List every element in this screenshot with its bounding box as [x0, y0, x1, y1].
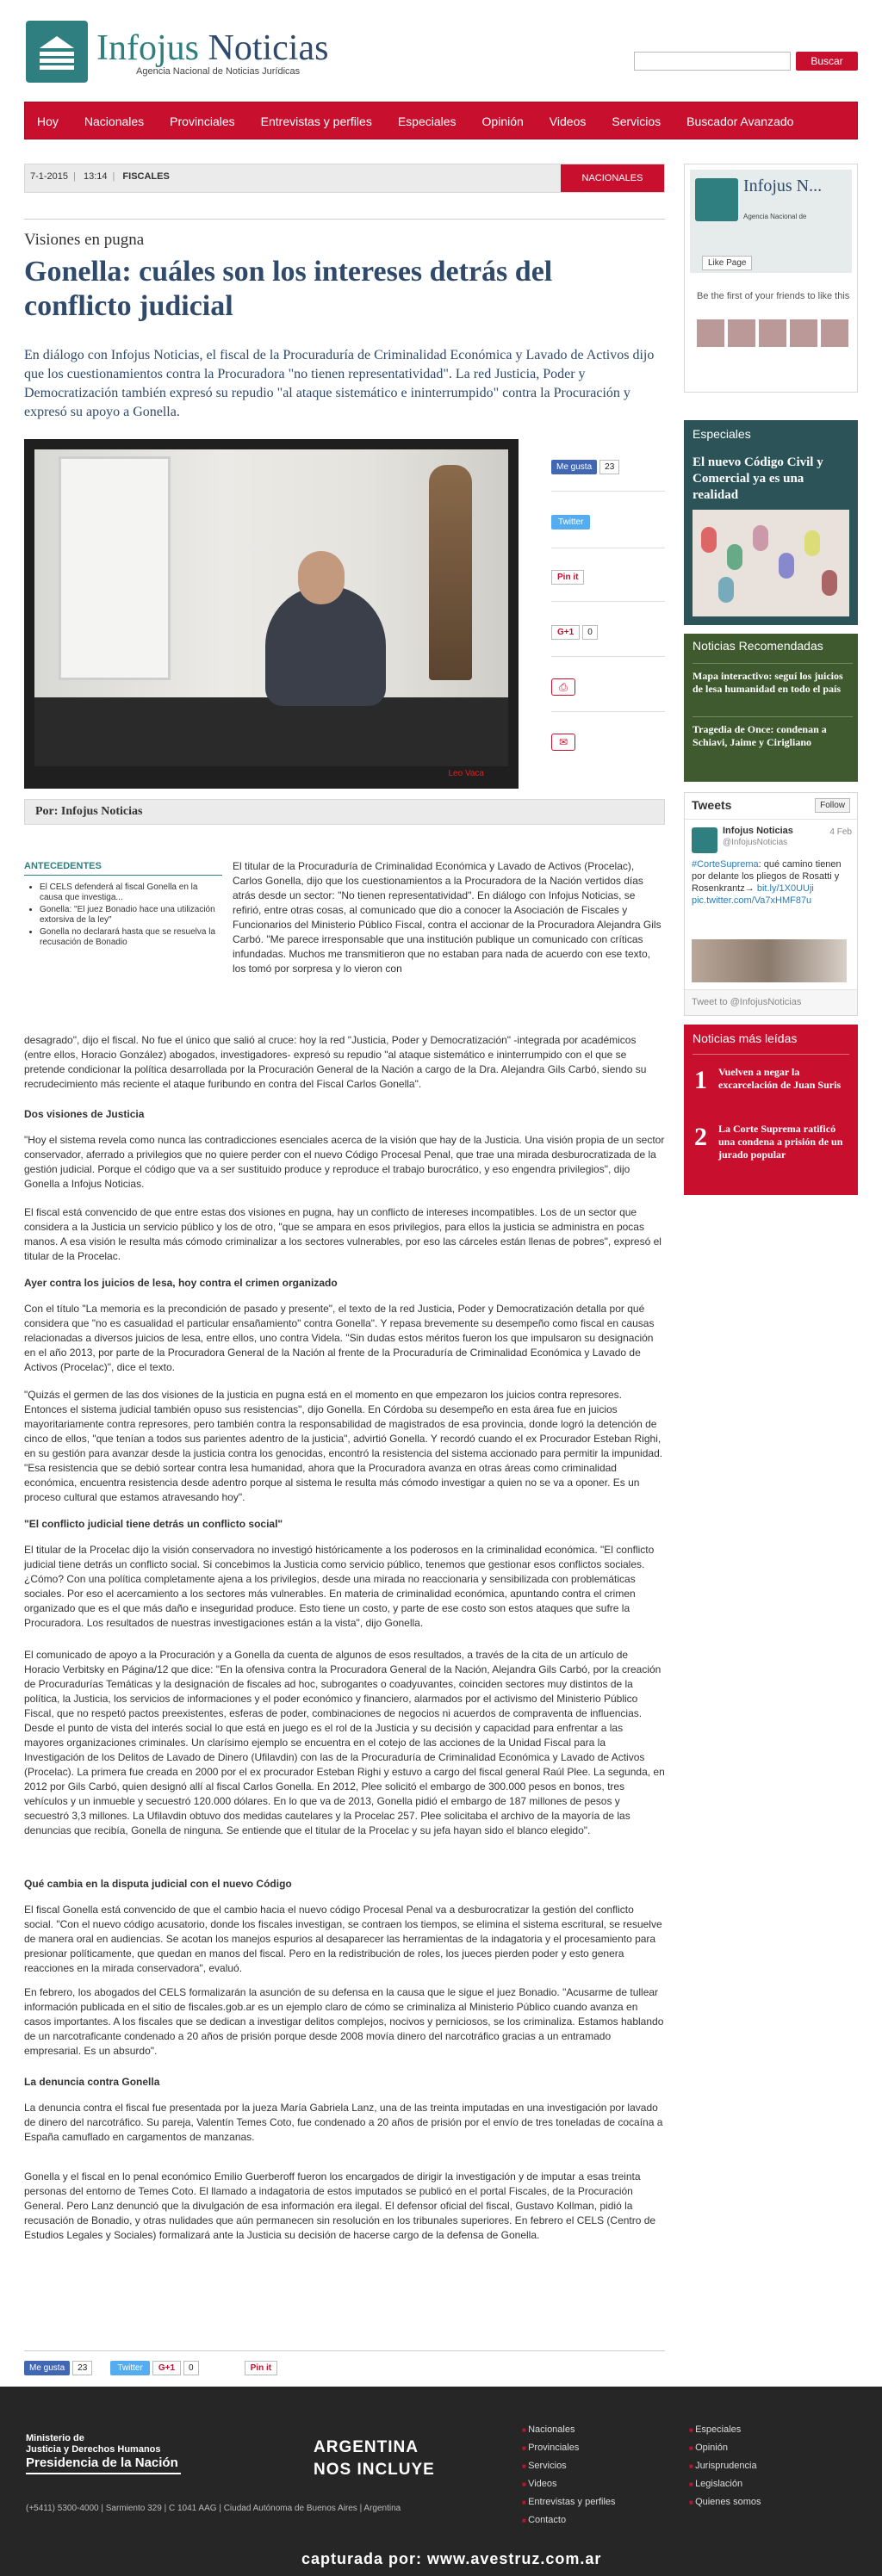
share-print [551, 678, 665, 696]
antecedente-link[interactable]: • Gonella no declarará hasta que se resuelva la recusación de Bonadio [40, 927, 222, 948]
infojus-logo-icon [695, 178, 738, 221]
article-paragraph: "Quizás el germen de las dos visiones de la justicia en pugna está en el momento en que empezaron los juicios contra represores. Entonces el sistema judicial también opuso sus resistencias", dijo Gonella. En Córdoba su desempeño en esta área fue en juicios mayoritariamente contra represores, pero también contra la responsabilidad de magistrados de esa provincia, donde logró la detención de cinco de ellos, "que tenían a todos sus parientes adentro de la justicia", advirtió Gonella. Y recordó cuando el ex Procurador Esteban Righi, en su gestión para avanzar desde la justicia contra los genocidas, encontró la resistencia del sistema accionado para permitir la impunidad. "Esa resistencia que se debió sortear contra lesa humanidad, ahora que la Procuradora avanza en otras áreas como criminalidad económica, encuentra resistencia desde adentro porque al sistema le resulta más cómodo investigar a quien no se va a oponer. Es un proceso cultural que estamos atravesando hoy". [24, 1389, 663, 1503]
divider [551, 656, 665, 657]
facebook-friends-text: Be the first of your friends to like this [697, 291, 850, 301]
email-icon[interactable]: ✉ [551, 734, 575, 751]
footer-link[interactable]: ■ Provinciales [522, 2439, 616, 2457]
facebook-faces [697, 319, 848, 347]
article-title: Gonella: cuáles son los intereses detrás del conflicto judicial [24, 256, 553, 322]
facebook-page-widget [684, 164, 858, 393]
tweet-date[interactable]: 4 Feb [829, 827, 852, 837]
article-lead: En diálogo con Infojus Noticias, el fiscal de la Procuraduría de Criminalidad Económica y Lavado de Activos dijo que los cuestionamientos contra la Procuradora "no tienen representatividad". La red Justicia, Poder y Democratización también expresó su repudio "al ataque sistemático e ininterrumpido" contra la Procuración y expresó su apoyo a Gonella. [24, 348, 655, 419]
share-twitter [551, 515, 665, 529]
divider [24, 2350, 665, 2351]
share-gplus [551, 625, 665, 640]
tweet-hashtag[interactable]: #CorteSuprema [692, 859, 759, 870]
recomendada-link[interactable]: Mapa interactivo: seguí los juicios de lesa humanidad en todo el país [693, 670, 843, 695]
print-icon[interactable]: ⎙ [551, 678, 575, 696]
ministerio-label[interactable]: Ministerio de Justicia y Derechos Humanos [26, 2433, 161, 2455]
facebook-like-count: 23 [599, 460, 619, 474]
gplus-count: 0 [582, 625, 598, 640]
article-paragraph: La denuncia contra el fiscal fue presentada por la jueza María Gabriela Lanz, una de las treinta imputadas en una investigación por lavado de dinero del narcotráfico. Su pareja, Valentín Temes Coto, fue condenado a 20 años de prisión por el envío de tres toneladas de cocaína a España camuflado en cargamentos de manzanas. [24, 2102, 663, 2143]
footer-link[interactable]: ■ Quienes somos [689, 2493, 761, 2511]
argentina-label: ARGENTINA [314, 2438, 419, 2456]
article-subheading: Qué cambia en la disputa judicial con el nuevo Código [24, 1878, 292, 1890]
tweet-image[interactable] [692, 939, 847, 982]
antecedente-link[interactable]: • Gonella: "El juez Bonadio hace una utilización extorsiva de la ley" [40, 905, 222, 926]
facebook-page-cover[interactable] [690, 170, 852, 273]
footer-link[interactable]: ■ Opinión [689, 2439, 761, 2457]
article-subheading: La denuncia contra Gonella [24, 2076, 160, 2088]
nav-item-hoy[interactable]: Hoy [37, 115, 59, 128]
recomendadas-title: Noticias Recomendadas [693, 639, 823, 653]
pinterest-button[interactable]: Pin it [245, 2361, 277, 2375]
antecedentes-box [24, 861, 222, 950]
article-paragraph: Gonella y el fiscal en lo penal económico Emilio Guerberoff fueron los encargados de dirigir la investigación y de imputar a esas treinta personas del entorno de Temes Coto. El llamado a indagatoria de estos imputados se publicó en el portal Fiscales, de la Procuración General. Pero Lanz denunció que la divulgación de esa información era ilegal. El defensor oficial del fiscal, Gustavo Kollman, pidió la recusación de Bonadio, y otras nulidades que aún permanecen sin resolución en los tribunales superiores. En febrero el CELS (Centro de Estudios Legales y Sociales) formalizará ante la Justicia su decisión de hacerse cargo de la defensa de Gonella. [24, 2170, 656, 2241]
tweet-reply-input[interactable]: Tweet to @InfojusNoticias [685, 989, 857, 1015]
article-author: Por: Infojus Noticias [24, 799, 665, 825]
footer-link[interactable]: ■ Entrevistas y perfiles [522, 2493, 616, 2511]
divider [551, 491, 665, 492]
facebook-like-page-button[interactable]: Like Page [702, 256, 752, 270]
nav-item-especiales[interactable]: Especiales [397, 115, 457, 128]
article-meta-bar: 7-1-2015 | 13:14 | FISCALES NACIONALES [24, 164, 665, 193]
divider [551, 711, 665, 712]
article-paragraph: En febrero, los abogados del CELS formalizarán la asunción de su defensa en la causa que le sigue el juez Bonadio. "Acusarme de tullear información publicada en el sitio de fiscales.gob.ar es un ejemplo claro de cómo se criminaliza al Ministerio Público cuando avanza en casos importantes. A los fiscales que se dedican a investigar delitos complejos, nocivos y perniciosos, se los criminaliza. Estamos hablando de un narcotraficante condenado a 20 años de prisión porque desde 2008 movía dinero del narcotráfico gracias a un entramado empresarial. Es un absurdo". [24, 1986, 664, 2057]
footer-link[interactable]: ■ Servicios [522, 2457, 616, 2475]
especiales-headline[interactable]: El nuevo Código Civil y Comercial ya es una realidad [693, 455, 823, 502]
twitter-widget [684, 792, 858, 1016]
mas-leidas-box [684, 1025, 858, 1195]
article-paragraph: El titular de la Procelac dijo la visión conservadora no investigó históricamente a los poderosos en la criminalidad económica. "El conflicto judicial tiene detrás un conflicto social. Si concebimos la Justicia como servicio público, tenemos que gestionar esos conflictos sociales. ¿Cómo? Con una política completamente ajena a los privilegios, desde una mirada no reaccionaria y sensibilizada con problemáticas sociales. Por eso el acercamiento a los sectores más vulnerables. En materia de criminalidad económica, apuntando contra el crimen organizado que es el que más daño e inseguridad produce. Esto tiene un costo, y parte de ese costo son estos ataques que sufre la Procuradora. Los resultados de nuestras investigaciones están a la vista", dijo Gonella. [24, 1544, 655, 1629]
main-nav [24, 102, 858, 139]
tweet-link[interactable]: bit.ly/1X0UUji pic.twitter.com/Va7xHMF87u [692, 883, 814, 906]
article-subheading: "El conflicto judicial tiene detrás un conflicto social" [24, 1518, 283, 1530]
antecedente-link[interactable]: • El CELS defenderá al fiscal Gonella en la causa que investiga... [40, 882, 222, 903]
footer-link[interactable]: ■ Legislación [689, 2475, 761, 2493]
nav-item-videos[interactable]: Videos [549, 115, 587, 128]
avatar[interactable] [728, 319, 755, 347]
footer-address: (+5411) 5300-4000 | Sarmiento 329 | C 1041 AAG | Ciudad Autónoma de Buenos Aires | Argentina [26, 2504, 401, 2513]
nav-item-entrevistas[interactable]: Entrevistas y perfiles [260, 115, 372, 128]
especiales-title[interactable]: Especiales [693, 427, 751, 441]
search-button[interactable]: Buscar [796, 52, 858, 71]
site-logo-text[interactable]: Infojus Noticias [96, 28, 329, 68]
article-paragraph: "Hoy el sistema revela como nunca las contradicciones esenciales acerca de la visión que hay de la Justicia. Una visión propia de un sector conservador, aferrado a privilegios que no quiere perder con el nuevo Código Procesal Penal, que trae una mirada desburocratizada de la gestión judicial. Porque el código que va a ser sustituido produce y reproduce el trabajo burocrático, y eso engendra privilegios", dijo Gonella a Infojus Noticias. [24, 1134, 665, 1190]
avatar[interactable] [790, 319, 817, 347]
tweet-author-name[interactable]: Infojus Noticias [723, 826, 793, 836]
article-paragraph: El fiscal está convencido de que entre estas dos visiones en pugna, hay un conflicto de intereses incompatibles. Los de un sector que considera a la Justicia un servicio público y los de otro, "que se ampara en esos privilegios, para ellos la justicia se administra en pocas manos. A esa visión le resulta más cómodo criminalizar a los sectores vulnerables, por eso las cárceles están llenas de pobres", expresó el titular de la Procelac. [24, 1206, 662, 1262]
facebook-like-count: 23 [72, 2361, 92, 2375]
especiales-box [684, 420, 858, 625]
site-header [0, 0, 882, 102]
photo-credit: Leo Vaca [448, 769, 484, 778]
share-email [551, 734, 665, 751]
article-paragraph: El comunicado de apoyo a la Procuración y a Gonella da cuenta de algunos de esos resultados, a través de la cita de un artículo de Horacio Verbitsky en Página/12 que dice: "En la ofensiva contra la Procuradora General de la Nación, Alejandra Gils Carbó, por la creación de Procuradurías Temáticas y la designación de fiscales ad hoc, subrogantes o coadyuvantes, coinciden sectores muy distintos de la política, la Justicia, los servicios de informaciones y el poder económico y financiero, alarmados por el activismo del Ministerio Público Fiscal, que no respetó pactos preexistentes, esferas de poder, combinaciones de negocios ni acuerdos de compraventa de influencias. Desde el punto de vista del interés social lo que está en juego es el rol de la Justicia y su decisión y capacidad para enfrentar a las mayores organizaciones criminales. Un clarísimo ejemplo se encuentra en el cotejo de las acciones de la Unidad Fiscal para la Investigación de los Delitos de Lavado de Dinero (Ufilavdin) con las de la Procuraduría de Criminalidad Económica y Lavado de Activos (Procelac). La primera fue creada en 2000 por el ex procurador Esteban Righi y estuvo a cargo del fiscal general Raúl Plee. La segunda, en 2012 por Gils Carbó, quien designó allí al fiscal Carlos Gonella. En 2012, Plee solicitó el embargo de 300.000 pesos en bonos, tres vehículos y un inmueble y secuestró 120.000 dólares. En lo que va de 2013, Gonella pidió el embargo de 187 millones de pesos y secuestró 3,3 millones. La Ufilavdin obtuvo dos medidas cautelares y la Procelac 257. Plee solicitaba el archivo de la mayoría de las denuncias que recibía, Gonella de ninguna. Se entiende que el titular de la Procelac y su jefa hayan sido el blanco elegido". [24, 1649, 665, 1836]
article-date: 7-1-2015 [30, 171, 69, 182]
search-input[interactable] [634, 52, 791, 71]
especiales-illustration[interactable] [693, 510, 849, 616]
facebook-like-button[interactable]: Me gusta [551, 460, 597, 474]
article-section[interactable]: FISCALES [122, 171, 170, 182]
footer-links-col2 [689, 2421, 761, 2511]
gplus-button[interactable]: G+1 [551, 625, 580, 640]
footer-link[interactable]: ■ Contacto [522, 2511, 616, 2530]
nos-incluye-label: NOS INCLUYE [314, 2461, 435, 2479]
nav-item-servicios[interactable]: Servicios [612, 115, 662, 128]
twitter-share-button[interactable]: Twitter [110, 2361, 149, 2375]
avatar[interactable] [821, 319, 848, 347]
article-kicker: Visiones en pugna [24, 231, 145, 249]
share-facebook [551, 460, 665, 474]
site-logo-icon[interactable] [26, 21, 88, 83]
article-subheading: Ayer contra los juicios de lesa, hoy contra el crimen organizado [24, 1277, 338, 1289]
pinterest-button[interactable]: Pin it [551, 570, 584, 585]
recomendadas-box [684, 634, 858, 782]
tweet-author-handle[interactable]: @InfojusNoticias [723, 838, 788, 847]
avatar[interactable] [697, 319, 724, 347]
article-photo [24, 439, 519, 789]
twitter-follow-button[interactable]: Follow [815, 798, 850, 813]
footer-link[interactable]: ■ Jurisprudencia [689, 2457, 761, 2475]
mas-leidas-title: Noticias más leídas [693, 1031, 798, 1045]
divider [551, 601, 665, 602]
footer-links-col1 [522, 2421, 616, 2530]
rank-number: 1 [694, 1066, 707, 1094]
footer-link[interactable]: ■ Nacionales [522, 2421, 616, 2439]
gplus-count: 0 [183, 2361, 199, 2375]
article-subheading: Dos visiones de Justicia [24, 1108, 145, 1120]
recomendada-link[interactable]: Tragedia de Once: condenan a Schiavi, Jaime y Cirigliano [693, 723, 827, 748]
mas-leida-link[interactable]: Vuelven a negar la excarcelación de Juan Suris [718, 1066, 842, 1091]
nav-item-provinciales[interactable]: Provinciales [170, 115, 235, 128]
facebook-page-title[interactable]: Infojus N... [743, 176, 823, 195]
nav-item-buscador[interactable]: Buscador Avanzado [686, 115, 794, 128]
section-badge[interactable]: NACIONALES [561, 164, 664, 192]
avatar[interactable] [759, 319, 786, 347]
facebook-like-button[interactable]: Me gusta [24, 2361, 70, 2375]
article-time: 13:14 [83, 171, 108, 182]
article-paragraph: Con el título "La memoria es la precondición de pasado y presente", el texto de la red Justicia, Poder y Democratización detalla por qué considera que "no es casualidad el particular ensañamiento" contra Gonella". Y repasa brevemente su desempeño como fiscal en causas relacionadas a diversos juicios de lesa, entre ellos, uno contra Videla. "Sin dudas estos méritos fueron los que impulsaron su designación en el año 2013, por parte de la Procuradora General de la Nación al frente de la Procuraduría de Criminalidad Económica y Lavado de Activos (Procelac)", dice el texto. [24, 1303, 655, 1373]
share-pinterest [551, 570, 665, 585]
divider [24, 219, 665, 220]
footer-link[interactable]: ■ Especiales [689, 2421, 761, 2439]
presidencia-label[interactable]: Presidencia de la Nación [26, 2455, 178, 2470]
article-paragraph: El titular de la Procuraduría de Criminalidad Económica y Lavado de Activos (Procelac), Carlos Gonella, dijo que los cuestionamientos a la Procuradora de la Nación vertidos días atrás desde un sector: "No tienen representatividad". En diálogo con Infojus Noticias, se refirió, entre otras cosas, al comunicado que dio a conocer la Asociación de Fiscales y Funcionarios del Ministerio Público Fiscal, contra el accionar de la Procuradora Alejandra Gils Carbó. "Me parece irresponsable que una institución publique un comunicado con críticas infundadas. Muchos me transmitieron que no estaban para nada de acuerdo con ese texto, los tomó por sorpresa y lo vieron con [233, 860, 662, 975]
nav-item-nacionales[interactable]: Nacionales [84, 115, 145, 128]
rank-number: 2 [694, 1123, 707, 1151]
capture-credit: capturada por: www.avestruz.com.ar [301, 2550, 602, 2567]
bottom-share-bar [24, 2361, 665, 2380]
article-paragraph: desagrado", dijo el fiscal. No fue el único que salió al cruce: hoy la red "Justicia, Poder y Democratización" -integrada por académicos (entre ellos, Horacio González) abogados, investigadores- expresó su repudio "al ataque sistemático e ininterrumpido con el que se pretende condicionar la política desarrollada por la Procuración General de la Nación a cargo de la Dra. Alejandra Gils Carbó, siendo su recrudecimiento más reciente el ataque furibundo en contra del Fiscal Carlos Gonella". [24, 1034, 647, 1090]
avatar[interactable] [692, 827, 717, 853]
mas-leida-link[interactable]: La Corte Suprema ratificó una condena a prisión de un jurado popular [718, 1123, 843, 1161]
gplus-button[interactable]: G+1 [152, 2361, 181, 2375]
tweet-text: #CorteSuprema: qué camino tienen por delante los pliegos de Rosatti y Rosenkrantz→ bit.ly/1X0UUji pic.twitter.com/Va7xHMF87u [692, 859, 842, 906]
site-footer [0, 2387, 882, 2576]
tweets-title: Tweets [692, 798, 732, 812]
antecedentes-title: ANTECEDENTES [24, 861, 222, 876]
facebook-page-sub: Agencia Nacional de [743, 213, 807, 220]
footer-link[interactable]: ■ Videos [522, 2475, 616, 2493]
site-tagline: Agencia Nacional de Noticias Jurídicas [136, 66, 301, 77]
twitter-share-button[interactable]: Twitter [551, 515, 590, 529]
article-paragraph: El fiscal Gonella está convencido de que el cambio hacia el nuevo código Procesal Penal va a desburocratizar la gestión del conflicto social. "Con el nuevo código acusatorio, donde los fiscales investigan, se contraen los tiempos, se elimina el sistema escritural, se resuelve de manera oral en audiencias. Se acotan los manejos espurios al desaparecer las herramientas de la indagatoria y el procesamiento para presionar políticamente, que quedan en manos del fiscal. Pero en la redistribución de roles, los jueces pierden poder y esto genera reacciones en la mirada conservadora", evaluó. [24, 1904, 662, 1974]
nav-item-opinion[interactable]: Opinión [481, 115, 524, 128]
